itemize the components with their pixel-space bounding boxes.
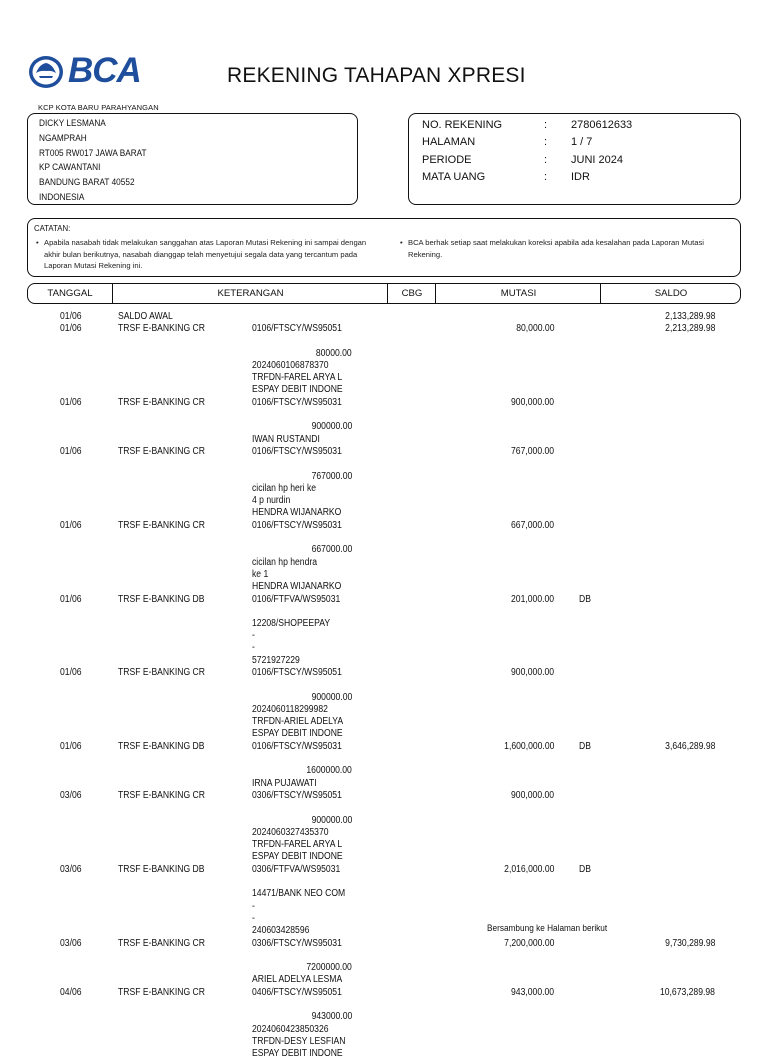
transaction-date: 03/06 [60,864,82,875]
account-number-value: 2780612633 [571,119,633,131]
customer-address-line: NGAMPRAH [39,132,87,144]
transaction-date: 01/06 [60,741,82,752]
period-label: PERIODE [422,154,472,166]
transaction-type: SALDO AWAL [118,311,173,322]
transaction-detail: 767000.00 [311,470,352,482]
customer-address-line: KP CAWANTANI [39,162,101,174]
transaction-date: 01/06 [60,311,82,322]
transaction-detail: 0406/FTSCY/WS95051 [252,987,342,998]
bca-logo-text: BCA [68,51,141,90]
transaction-detail: 1600000.00 [306,765,352,777]
transaction-amount: 7,200,000.00 [503,937,554,949]
debit-flag: DB [579,741,591,752]
transaction-detail: 7200000.00 [306,962,352,974]
transaction-type: TRSF E-BANKING CR [118,667,205,679]
transaction-detail: 240603428596 [252,925,310,936]
transaction-detail: 12208/SHOPEEPAY [252,618,331,629]
header-tanggal: TANGGAL [47,288,93,299]
transaction-detail: cicilan hp heri ke [252,482,317,494]
transaction-balance: 2,213,289.98 [664,323,715,335]
transaction-type: TRSF E-BANKING CR [118,519,205,531]
transaction-detail: 0106/FTSCY/WS95051 [252,667,342,679]
transaction-detail: ESPAY DEBIT INDONE [252,1048,343,1059]
transaction-type: TRSF E-BANKING CR [118,396,205,408]
customer-name: DICKY LESMANA [39,118,106,129]
transaction-amount: 767,000.00 [510,446,554,458]
transaction-detail: 2024060118299982 [252,703,328,715]
transaction-balance: 10,673,289.98 [660,987,715,998]
debit-flag: DB [579,593,591,605]
transaction-detail: TRFDN-FAREL ARYA L [252,372,343,383]
header-cbg: CBG [401,288,423,299]
transaction-amount: 2,016,000.00 [503,864,554,875]
period-value: JUNI 2024 [571,154,623,166]
customer-address-line: RT005 RW017 JAWA BARAT [39,147,147,159]
transaction-date: 01/06 [60,519,82,531]
header-mutasi: MUTASI [500,288,537,299]
transaction-detail: HENDRA WIJANARKO [252,580,342,592]
transaction-detail: TRFDN-FAREL ARYA L [252,839,343,851]
transaction-type: TRSF E-BANKING CR [118,790,205,802]
transaction-amount: 80,000.00 [515,323,554,335]
transaction-detail: cicilan hp hendra [252,556,318,568]
transaction-amount: 1,600,000.00 [503,741,554,752]
transaction-date: 01/06 [60,396,82,408]
transaction-type: TRSF E-BANKING CR [118,937,205,949]
transaction-amount: 900,000.00 [510,790,554,802]
transaction-balance: 3,646,289.98 [664,741,715,752]
transaction-detail: 667000.00 [311,544,352,556]
transaction-detail: ESPAY DEBIT INDONE [252,728,343,740]
transaction-detail: 80000.00 [316,347,352,359]
transaction-detail: 0306/FTFVA/WS95031 [252,864,341,875]
transaction-date: 01/06 [60,446,82,458]
transaction-detail: 0106/FTSCY/WS95031 [252,519,342,531]
transaction-type: TRSF E-BANKING DB [118,741,205,752]
transaction-detail: ESPAY DEBIT INDONE [252,851,343,863]
page-value: 1 / 7 [571,136,593,148]
transaction-date: 03/06 [60,790,82,802]
transaction-detail: - [252,630,255,642]
transaction-detail: 943000.00 [311,1011,352,1023]
transaction-detail: - [252,912,255,924]
transaction-detail: 900000.00 [311,814,352,826]
transaction-type: TRSF E-BANKING DB [118,864,205,875]
account-number-label: NO. REKENING [422,119,503,131]
continued-note: Bersambung ke Halaman berikut [487,923,608,934]
transaction-detail: 0306/FTSCY/WS95031 [252,937,342,949]
branch-name: KCP KOTA BARU PARAHYANGAN [38,103,159,112]
notes-title: CATATAN: [34,224,71,233]
page-label: HALAMAN [422,136,476,148]
transaction-detail: 0106/FTFVA/WS95031 [252,593,341,605]
transaction-amount: 201,000.00 [510,593,554,605]
transaction-date: 03/06 [60,937,82,949]
customer-address-line: BANDUNG BARAT 40552 [39,177,135,189]
transaction-type: TRSF E-BANKING CR [118,323,205,335]
transaction-date: 01/06 [60,323,82,335]
separator: : [544,119,548,131]
transaction-detail: 0106/FTSCY/WS95031 [252,396,342,408]
transaction-detail: 4 p nurdin [252,495,291,506]
bullet-icon: • [400,238,403,247]
currency-label: MATA UANG [422,171,486,183]
bullet-icon: • [36,238,39,247]
note-right-text: BCA berhak setiap saat melakukan koreksi apabila ada kesalahan pada Laporan Mutasi Rekening. [408,238,704,259]
transaction-detail: 2024060106878370 [252,359,329,371]
note-left-text: Apabila nasabah tidak melakukan sanggahan atas Laporan Mutasi Rekening ini sampai dengan akhir bulan berikutnya, nasabah dianggap telah menyetujui segala data yang tercantum pada Laporan Mutasi Rekening ini. [44,238,367,271]
transaction-detail: 900000.00 [311,691,352,703]
transaction-type: TRSF E-BANKING CR [118,446,205,458]
transaction-detail: TRFDN-ARIEL ADELYA [252,716,344,728]
transaction-detail: 5721927229 [252,654,300,666]
transaction-amount: 900,000.00 [510,667,554,679]
separator: : [544,154,548,166]
transaction-date: 01/06 [60,667,82,679]
transaction-detail: 2024060423850326 [252,1023,329,1035]
transaction-detail: - [252,900,255,912]
transaction-detail: IRNA PUJAWATI [252,777,317,789]
transaction-detail: 900000.00 [311,421,352,433]
transaction-balance: 2,133,289.98 [664,311,715,322]
transaction-detail: - [252,642,255,654]
transaction-detail: ESPAY DEBIT INDONE [252,384,343,396]
transaction-balance: 9,730,289.98 [664,937,715,949]
transaction-type: TRSF E-BANKING CR [118,987,205,998]
debit-flag: DB [579,864,591,875]
transaction-detail: TRFDN-DESY LESFIAN [252,1035,346,1047]
header-saldo: SALDO [654,288,688,299]
transaction-detail: ke 1 [252,568,269,580]
transaction-detail: 0106/FTSCY/WS95031 [252,741,342,752]
transaction-amount: 943,000.00 [510,987,554,998]
customer-address-line: INDONESIA [39,191,85,203]
transaction-amount: 900,000.00 [510,396,554,408]
transaction-detail: HENDRA WIJANARKO [252,507,342,519]
separator: : [544,136,548,148]
transaction-detail: ARIEL ADELYA LESMA [252,974,343,986]
transaction-date: 01/06 [60,593,82,605]
transaction-detail: 14471/BANK NEO COM [252,888,346,900]
document-title: REKENING TAHAPAN XPRESI [227,64,526,87]
currency-value: IDR [571,171,590,183]
separator: : [544,171,548,183]
transaction-type: TRSF E-BANKING DB [118,593,205,605]
transaction-detail: 0106/FTSCY/WS95051 [252,323,342,335]
transaction-detail: 0306/FTSCY/WS95051 [252,790,342,802]
transaction-detail: 0106/FTSCY/WS95031 [252,446,342,458]
transaction-amount: 667,000.00 [510,519,554,531]
transaction-detail: 2024060327435370 [252,826,329,838]
header-keterangan: KETERANGAN [217,288,284,299]
transaction-detail: IWAN RUSTANDI [252,433,320,445]
transaction-date: 04/06 [60,987,82,998]
